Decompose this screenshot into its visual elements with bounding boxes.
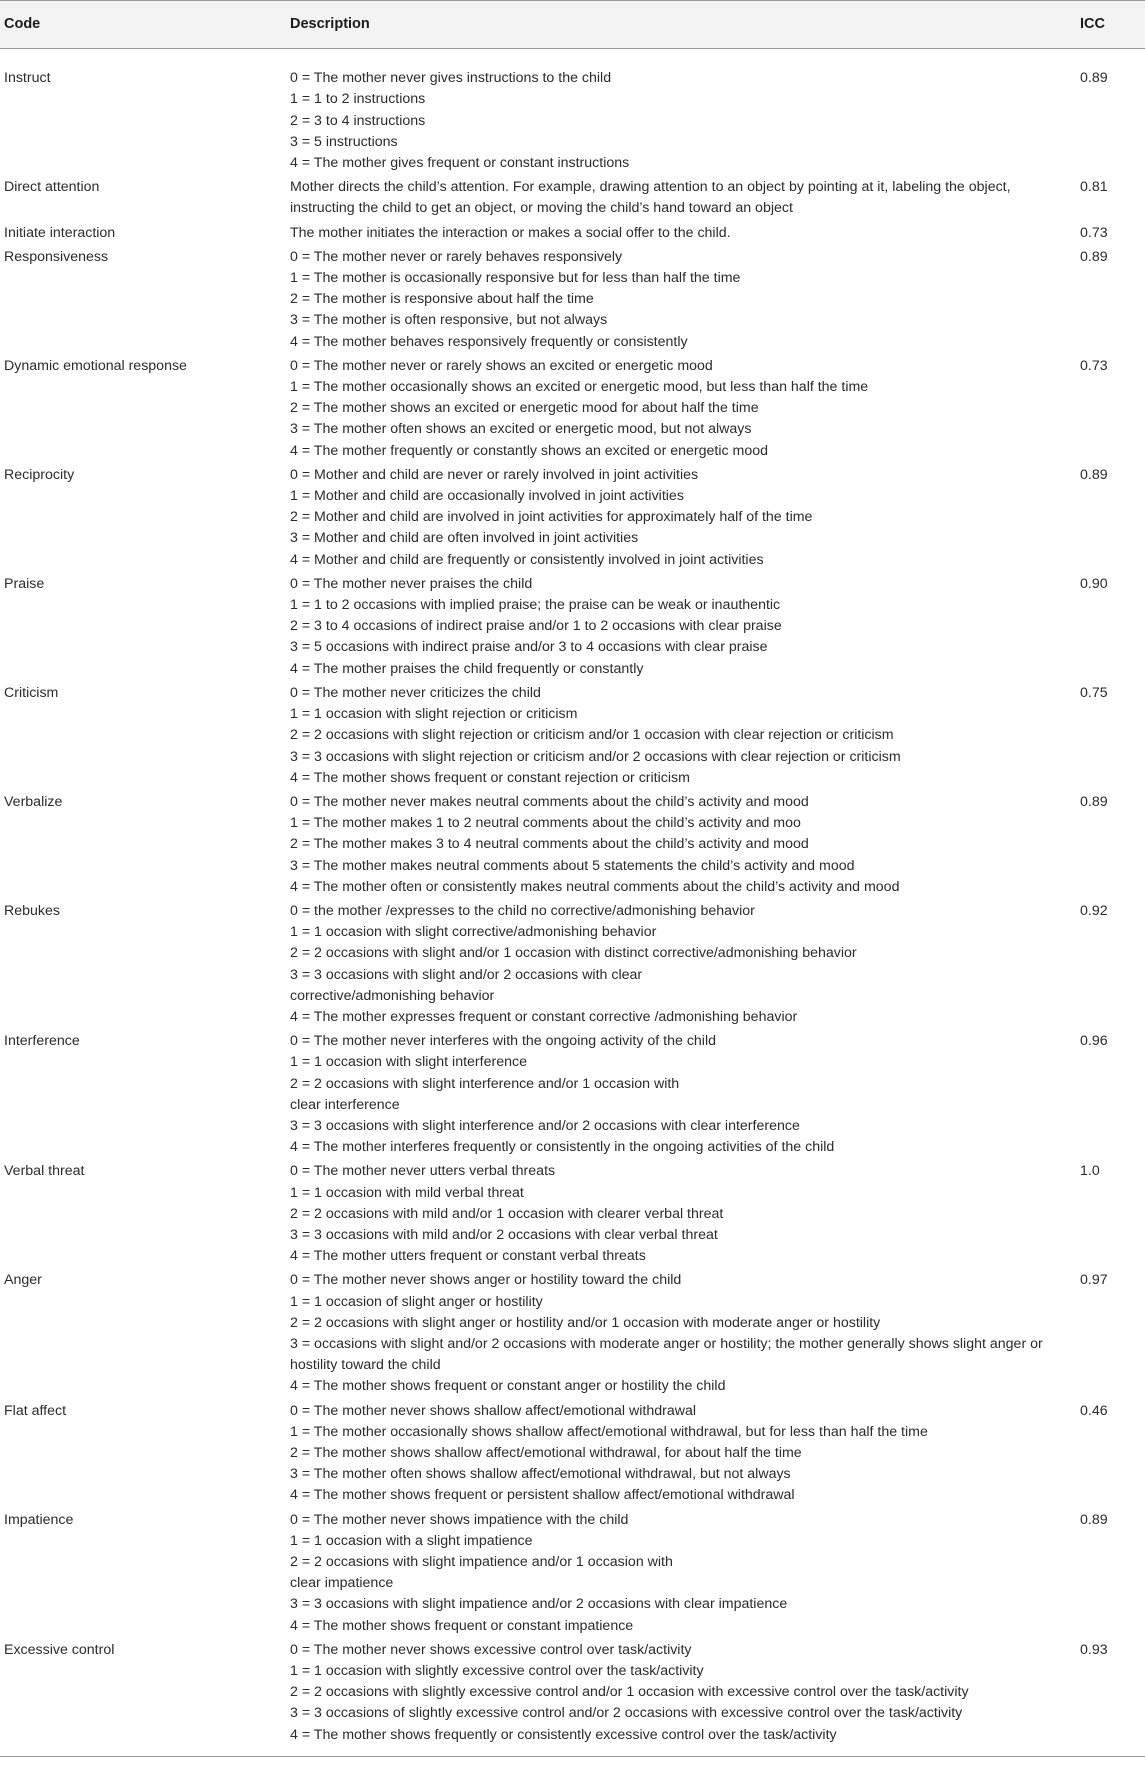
description-line: 3 = 3 occasions with slight and/or 2 occasions with clear <box>290 966 643 983</box>
table-row <box>0 573 1145 682</box>
table-header <box>0 1 1145 49</box>
description-line: 4 = The mother praises the child frequently or constantly <box>290 660 644 677</box>
icc-cell: 0.92 <box>1080 902 1108 919</box>
table-row <box>0 791 1145 900</box>
description-line: Mother directs the child’s attention. For example, drawing attention to an object by pointing at it, labeling the object, instructing the child to get an object, or moving the child’s hand toward an object <box>290 179 1011 217</box>
description-cell <box>286 573 1078 682</box>
code-cell: Instruct <box>4 70 51 87</box>
description-line: 1 = 1 to 2 instructions <box>290 91 426 108</box>
table-row <box>0 246 1145 355</box>
description-line: 2 = The mother shows an excited or energetic mood for about half the time <box>290 400 759 417</box>
description-line: 4 = The mother shows frequent or persistent shallow affect/emotional withdrawal <box>290 1487 795 1504</box>
icc-cell: 0.46 <box>1080 1402 1108 1419</box>
icc-cell: 0.89 <box>1080 466 1108 483</box>
description-line: 3 = occasions with slight and/or 2 occasions with moderate anger or hostility; the mother generally shows slight anger or hostility toward the child <box>290 1335 1043 1374</box>
description-line: 4 = The mother shows frequent or constant impatience <box>290 1617 634 1634</box>
description-line: 0 = The mother never gives instructions to the child <box>290 70 612 87</box>
description-line: 4 = The mother behaves responsively frequently or consistently <box>290 333 688 350</box>
description-cell <box>286 49 1078 177</box>
table-row <box>0 1269 1145 1399</box>
description-cell <box>286 1509 1078 1639</box>
icc-cell: 0.73 <box>1080 224 1108 241</box>
description-line: 0 = The mother never makes neutral comments about the child’s activity and mood <box>290 793 809 810</box>
description-line: 0 = The mother never criticizes the child <box>290 684 541 701</box>
code-cell: Praise <box>4 575 45 592</box>
description-line: 1 = The mother is occasionally responsive but for less than half the time <box>290 270 741 287</box>
description-line: 2 = The mother is responsive about half the time <box>290 291 594 308</box>
description-line: 4 = The mother shows frequently or consistently excessive control over the task/activity <box>290 1726 837 1743</box>
description-line: 4 = The mother often or consistently makes neutral comments about the child’s activity and mood <box>290 878 900 895</box>
description-line: 4 = The mother shows frequent or constant anger or hostility the child <box>290 1378 726 1395</box>
description-line: 1 = 1 to 2 occasions with implied praise; the praise can be weak or inauthentic <box>290 597 781 614</box>
code-cell: Responsiveness <box>4 248 109 265</box>
description-cell <box>286 246 1078 355</box>
description-line: 0 = The mother never interferes with the ongoing activity of the child <box>290 1033 716 1050</box>
description-line: 4 = The mother expresses frequent or constant corrective /admonishing behavior <box>290 1008 798 1025</box>
description-line: 1 = Mother and child are occasionally involved in joint activities <box>290 488 684 505</box>
table-row <box>0 176 1145 221</box>
icc-cell: 0.96 <box>1080 1033 1108 1050</box>
description-cell <box>286 464 1078 573</box>
table-row <box>0 682 1145 791</box>
header-row <box>0 1 1145 49</box>
description-line: 2 = 3 to 4 occasions of indirect praise and/or 1 to 2 occasions with clear praise <box>290 618 782 635</box>
description-line: 4 = Mother and child are frequently or consistently involved in joint activities <box>290 551 764 568</box>
code-cell: Verbalize <box>4 793 63 810</box>
icc-cell: 0.73 <box>1080 357 1108 374</box>
code-cell: Reciprocity <box>4 466 75 483</box>
description-line: 2 = 2 occasions with slightly excessive control and/or 1 occasion with excessive control over the task/activity <box>290 1684 969 1701</box>
description-line: 2 = 2 occasions with slight anger or hostility and/or 1 occasion with moderate anger or hostility <box>290 1314 881 1331</box>
table-row <box>0 900 1145 1030</box>
code-cell: Rebukes <box>4 902 60 919</box>
description-line: 3 = 3 occasions with mild and/or 2 occasions with clear verbal threat <box>290 1226 718 1243</box>
code-cell: Dynamic emotional response <box>4 357 187 374</box>
table-row <box>0 49 1145 177</box>
description-cell <box>286 222 1078 246</box>
code-cell: Verbal threat <box>4 1163 85 1180</box>
description-line: 2 = Mother and child are involved in joint activities for approximately half of the time <box>290 509 813 526</box>
description-line: 1 = 1 occasion with slight corrective/admonishing behavior <box>290 924 657 941</box>
description-line: 0 = The mother never shows shallow affect/emotional withdrawal <box>290 1402 696 1419</box>
description-line: clear impatience <box>290 1575 394 1592</box>
code-cell: Flat affect <box>4 1402 67 1419</box>
description-line: 0 = The mother never shows impatience with the child <box>290 1511 629 1528</box>
description-line: 0 = Mother and child are never or rarely involved in joint activities <box>290 466 699 483</box>
header-description: Description <box>286 1 1078 49</box>
code-cell: Criticism <box>4 684 59 701</box>
description-line: 2 = 2 occasions with slight impatience and/or 1 occasion with <box>290 1554 673 1571</box>
description-line: 0 = The mother never or rarely behaves responsively <box>290 248 623 265</box>
table-row <box>0 1400 1145 1509</box>
description-line: 2 = 3 to 4 instructions <box>290 112 426 129</box>
description-line: 3 = 5 occasions with indirect praise and/or 3 to 4 occasions with clear praise <box>290 639 768 656</box>
code-cell: Direct attention <box>4 179 100 196</box>
description-cell <box>286 176 1078 221</box>
code-cell: Anger <box>4 1272 42 1289</box>
description-cell <box>286 1400 1078 1509</box>
description-line: 1 = The mother occasionally shows shallow affect/emotional withdrawal, but for less than half the time <box>290 1423 928 1440</box>
description-line: 2 = 2 occasions with slight interference and/or 1 occasion with <box>290 1075 680 1092</box>
description-line: 2 = 2 occasions with slight rejection or criticism and/or 1 occasion with clear rejection or criticism <box>290 727 894 744</box>
description-line: 0 = The mother never shows excessive control over task/activity <box>290 1641 692 1658</box>
description-line: 3 = 5 instructions <box>290 133 398 150</box>
description-line: 4 = The mother utters frequent or constant verbal threats <box>290 1248 646 1265</box>
code-cell: Interference <box>4 1033 80 1050</box>
description-line: 1 = 1 occasion with mild verbal threat <box>290 1184 524 1201</box>
icc-cell: 1.0 <box>1080 1163 1100 1180</box>
icc-cell: 0.93 <box>1078 1639 1145 1757</box>
table-body <box>0 49 1145 1757</box>
description-line: 1 = 1 occasion with slight interference <box>290 1054 527 1071</box>
description-cell <box>286 1030 1078 1160</box>
description-line: 0 = the mother /expresses to the child no corrective/admonishing behavior <box>290 902 755 919</box>
description-line: 2 = The mother makes 3 to 4 neutral comments about the child’s activity and mood <box>290 836 809 853</box>
description-line: 3 = 3 occasions of slightly excessive control and/or 2 occasions with excessive control over the task/activity <box>290 1705 963 1722</box>
description-line: 0 = The mother never shows anger or hostility toward the child <box>290 1272 682 1289</box>
description-line: 3 = The mother is often responsive, but not always <box>290 312 608 329</box>
icc-cell: 0.89 <box>1080 1511 1108 1528</box>
description-line: 3 = Mother and child are often involved in joint activities <box>290 530 639 547</box>
description-line: 2 = 2 occasions with mild and/or 1 occasion with clearer verbal threat <box>290 1205 724 1222</box>
description-line: 4 = The mother gives frequent or constant instructions <box>290 155 630 172</box>
table-row <box>0 1160 1145 1269</box>
table-row <box>0 1030 1145 1160</box>
description-cell <box>286 791 1078 900</box>
description-line: The mother initiates the interaction or makes a social offer to the child. <box>290 224 731 241</box>
description-cell <box>286 355 1078 464</box>
description-line: 2 = 2 occasions with slight and/or 1 occasion with distinct corrective/admonishing behavior <box>290 945 857 962</box>
code-cell: Impatience <box>4 1511 74 1528</box>
description-line: 3 = The mother makes neutral comments about 5 statements the child’s activity and mood <box>290 857 855 874</box>
table-row <box>0 355 1145 464</box>
description-cell <box>286 900 1078 1030</box>
description-line: 4 = The mother frequently or constantly shows an excited or energetic mood <box>290 442 769 459</box>
description-line: 1 = 1 occasion with a slight impatience <box>290 1532 533 1549</box>
description-line: corrective/admonishing behavior <box>290 987 495 1004</box>
description-line: 3 = 3 occasions with slight rejection or criticism and/or 2 occasions with clear rejection or criticism <box>290 748 901 765</box>
icc-cell: 0.97 <box>1080 1272 1108 1289</box>
icc-cell: 0.75 <box>1080 684 1108 701</box>
table-row <box>0 464 1145 573</box>
description-cell <box>286 1639 1078 1757</box>
description-line: 1 = The mother makes 1 to 2 neutral comments about the child’s activity and moo <box>290 815 801 832</box>
description-line: 0 = The mother never praises the child <box>290 575 533 592</box>
description-line: 2 = The mother shows shallow affect/emotional withdrawal, for about half the time <box>290 1445 802 1461</box>
description-line: 3 = 3 occasions with slight impatience and/or 2 occasions with clear impatience <box>290 1596 788 1613</box>
description-line: 1 = 1 occasion with slightly excessive control over the task/activity <box>290 1663 704 1680</box>
description-line: 4 = The mother interferes frequently or consistently in the ongoing activities of the child <box>290 1139 835 1156</box>
header-code: Code <box>0 1 286 49</box>
code-cell: Excessive control <box>0 1639 286 1757</box>
description-line: 1 = 1 occasion of slight anger or hostility <box>290 1293 543 1310</box>
icc-cell: 0.90 <box>1080 575 1108 592</box>
table-row <box>0 1639 1145 1757</box>
icc-cell: 0.81 <box>1080 179 1108 196</box>
description-line: 1 = 1 occasion with slight rejection or criticism <box>290 706 578 723</box>
description-line: clear interference <box>290 1096 400 1113</box>
description-cell <box>286 682 1078 791</box>
description-line: 4 = The mother shows frequent or constant rejection or criticism <box>290 769 690 786</box>
icc-cell: 0.89 <box>1080 70 1108 87</box>
icc-cell: 0.89 <box>1080 793 1108 810</box>
description-line: 1 = The mother occasionally shows an excited or energetic mood, but less than half the time <box>290 379 869 396</box>
description-line: 3 = 3 occasions with slight interference and/or 2 occasions with clear interference <box>290 1117 800 1134</box>
description-line: 3 = The mother often shows shallow affect/emotional withdrawal, but not always <box>290 1466 791 1483</box>
description-cell <box>286 1269 1078 1399</box>
description-cell <box>286 1160 1078 1269</box>
icc-cell: 0.89 <box>1080 248 1108 265</box>
header-icc: ICC <box>1078 1 1145 49</box>
code-cell: Initiate interaction <box>4 224 116 241</box>
description-line: 3 = The mother often shows an excited or energetic mood, but not always <box>290 421 752 438</box>
table-row <box>0 1509 1145 1639</box>
description-line: 0 = The mother never or rarely shows an excited or energetic mood <box>290 357 713 374</box>
table-row <box>0 222 1145 246</box>
description-line: 0 = The mother never utters verbal threats <box>290 1163 556 1180</box>
